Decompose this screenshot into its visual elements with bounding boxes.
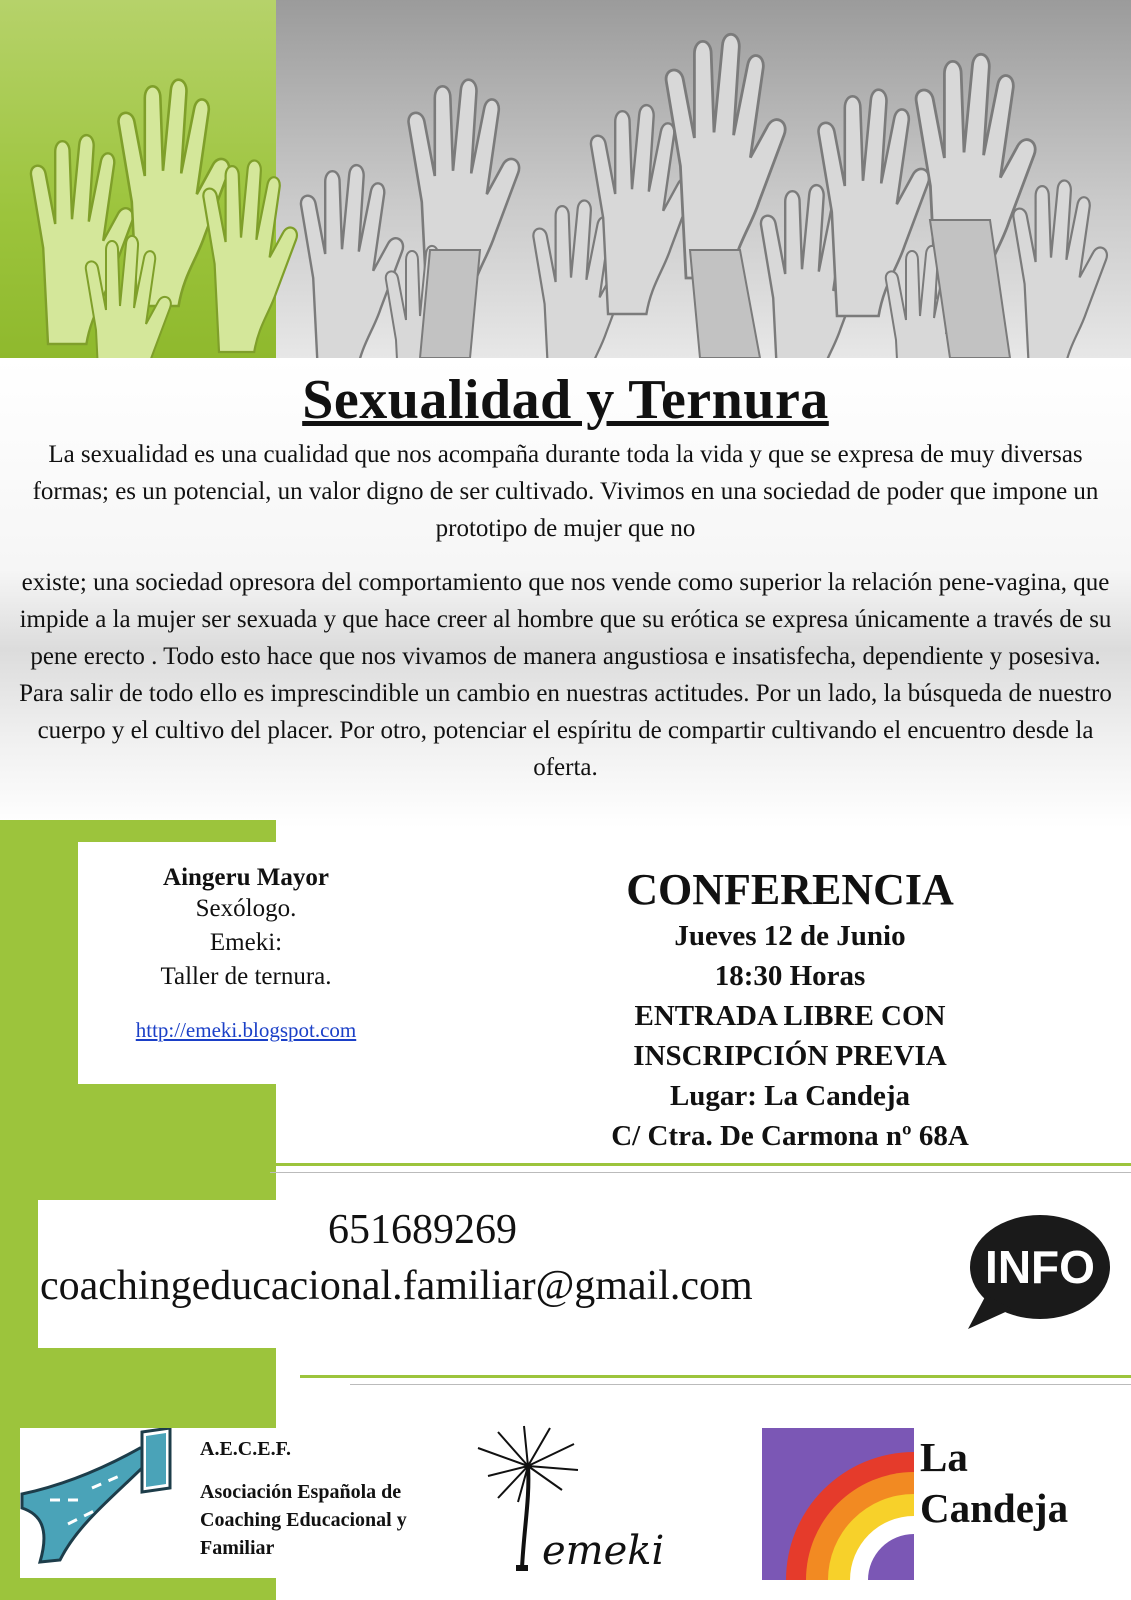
aecef-name-line-2: Coaching Educacional y xyxy=(200,1509,407,1531)
intro-text xyxy=(18,436,1113,786)
speech-bubble-icon xyxy=(964,1213,1112,1333)
intro-paragraph-1: La sexualidad es una cualidad que nos acompaña durante toda la vida y que se expresa de muy diversas formas; es un potencial, un valor digno de ser cultivado. Vivimos en una sociedad de poder que impone un prototipo de mujer que no xyxy=(32,441,1099,542)
info-label: INFO xyxy=(985,1241,1095,1293)
la-candeja-line-2: Candeja xyxy=(920,1485,1069,1531)
divider-line xyxy=(145,1163,1131,1166)
road-door-logo xyxy=(20,1428,200,1578)
dandelion-logo xyxy=(458,1418,708,1578)
conference-address: C/ Ctra. De Carmona nº 68A xyxy=(611,1120,969,1152)
la-candeja-name xyxy=(920,1432,1068,1534)
speaker-blog-link[interactable]: http://emeki.blogspot.com xyxy=(135,1018,357,1042)
speaker-card xyxy=(78,842,414,1084)
rainbow-logo xyxy=(762,1428,914,1580)
conference-place: Lugar: La Candeja xyxy=(669,1080,911,1112)
intro-paragraph-2: existe; una sociedad opresora del comportamiento que nos vende como superior la relación pene-vagina, que impide a la mujer ser sexuada y que hace creer al hombre que su erótica se expresa únicamente a través de su pene erecto . Todo esto hace que nos vivamos de manera angustiosa e insatisfecha, dependiente y posesiva. Para salir de todo ello es imprescindible un cambio en nuestras actitudes. Por un lado, la búsqueda de nuestro cuerpo y el cultivo del placer. Por otro, potenciar el espíritu de compartir cultivando el encuentro desde la oferta. xyxy=(19,569,1112,781)
hero-photo xyxy=(0,0,1131,358)
aecef-name-line-1: Asociación Española de xyxy=(200,1481,402,1503)
raised-hands-photo xyxy=(0,0,1131,358)
conference-details xyxy=(540,864,1040,1156)
divider-line-thin xyxy=(270,1172,1131,1173)
page-title: Sexualidad y Ternura xyxy=(302,369,829,431)
conference-entry-2: INSCRIPCIÓN PREVIA xyxy=(633,1040,947,1072)
conference-time: 18:30 Horas xyxy=(714,960,866,992)
contact-phone: 651689269 xyxy=(328,1207,517,1253)
speaker-name: Aingeru Mayor xyxy=(163,864,329,891)
conference-entry-1: ENTRADA LIBRE CON xyxy=(634,1000,946,1032)
divider-line-lower-thin xyxy=(350,1384,1131,1385)
contact-email: coachingeducacional.familiar@gmail.com xyxy=(40,1263,753,1309)
divider-line-lower xyxy=(300,1375,1131,1378)
aecef-full-name xyxy=(200,1478,470,1562)
aecef-abbreviation: A.E.C.E.F. xyxy=(200,1438,291,1460)
la-candeja-line-1: La xyxy=(920,1434,968,1480)
emeki-logo-text: emeki xyxy=(542,1528,665,1574)
conference-heading: CONFERENCIA xyxy=(626,865,954,914)
aecef-name-line-3: Familiar xyxy=(200,1537,275,1559)
conference-date: Jueves 12 de Junio xyxy=(674,920,906,952)
speaker-org: Emeki: xyxy=(209,929,283,956)
speaker-role: Sexólogo. xyxy=(195,895,297,922)
speaker-workshop: Taller de ternura. xyxy=(160,963,332,990)
